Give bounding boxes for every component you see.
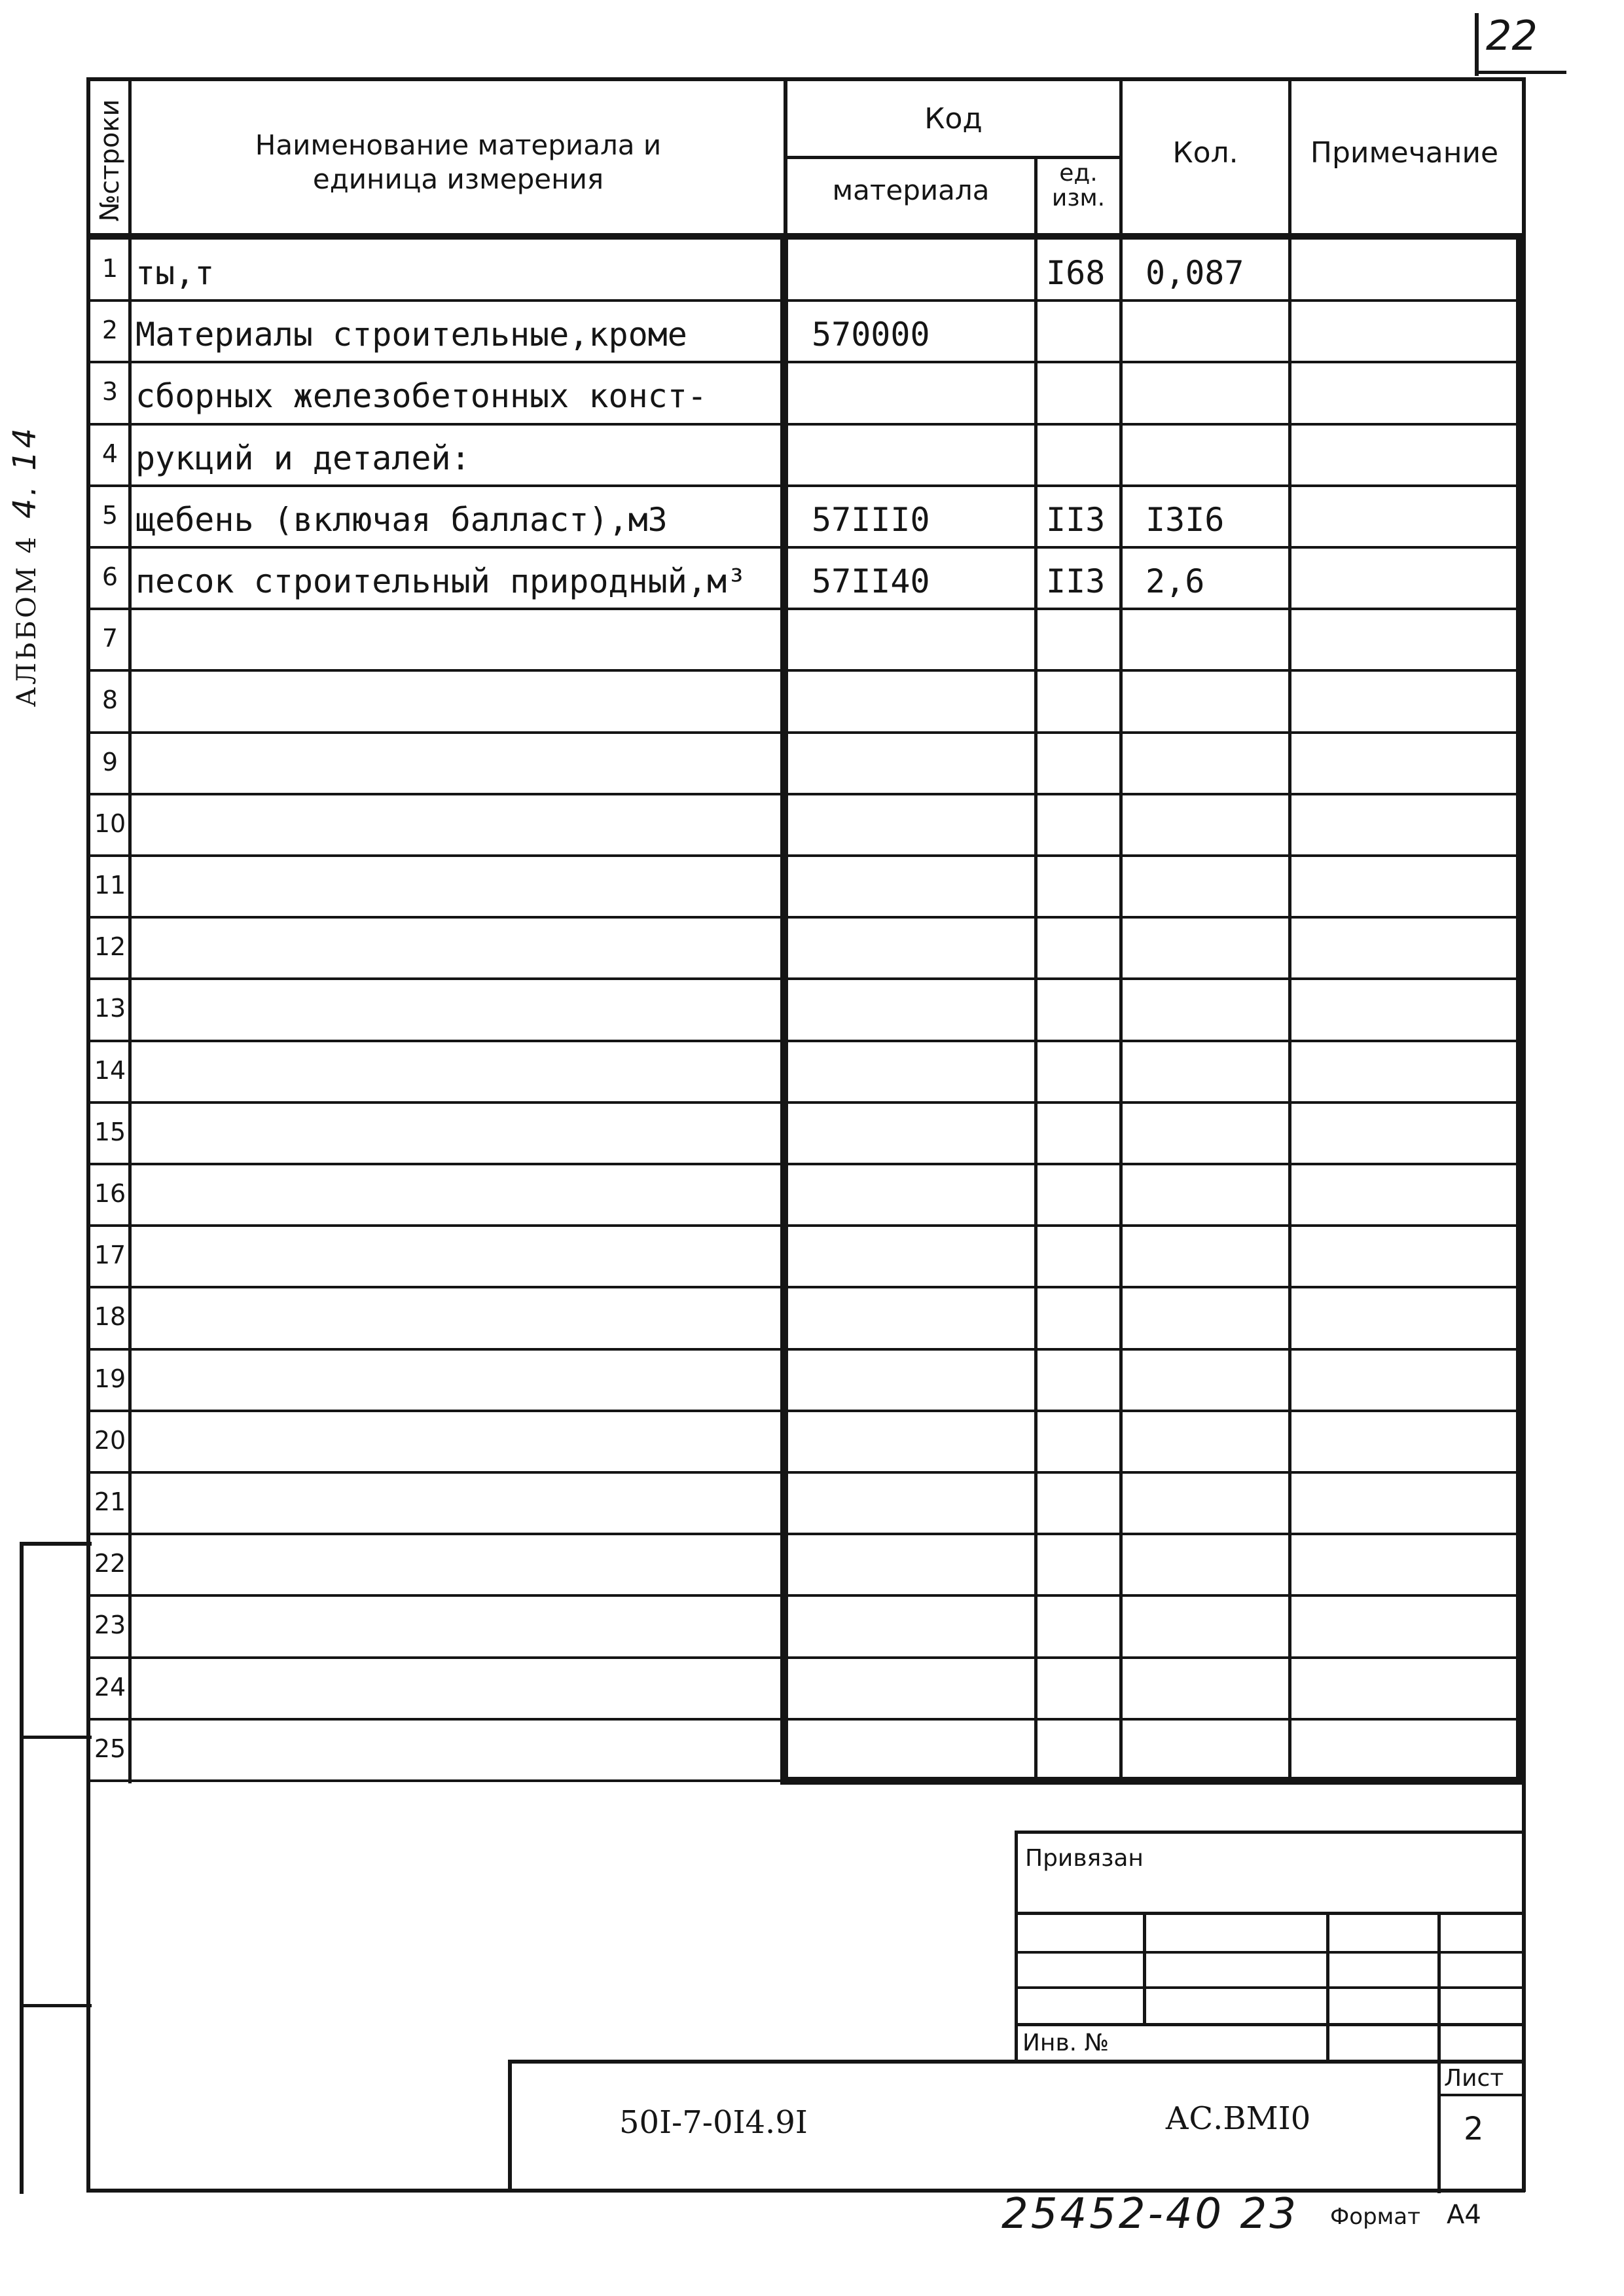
- header-row-number: №строки: [95, 99, 125, 222]
- row-line: [90, 361, 1521, 363]
- row-line: [90, 1101, 1521, 1104]
- header-note: Примечание: [1310, 136, 1499, 170]
- album-handwritten-number: 4. 14: [7, 425, 43, 519]
- material-name: рукций и деталей:: [135, 439, 471, 477]
- col-divider-code: [1034, 157, 1038, 1781]
- row-line: [90, 1163, 1521, 1165]
- frame-top: [86, 77, 1525, 81]
- row-number: 5: [101, 501, 118, 530]
- row-number: 9: [101, 748, 118, 776]
- header-code: Код: [924, 102, 983, 136]
- quantity: I3I6: [1146, 501, 1225, 539]
- material-code: 57II40: [812, 562, 930, 600]
- col-divider-qty: [1288, 81, 1291, 1783]
- header-quantity: Кол.: [1172, 136, 1238, 170]
- sheet-number-divider: [1475, 13, 1479, 76]
- row-line: [90, 916, 1521, 919]
- format-label: Формат: [1330, 2204, 1420, 2230]
- row-number: 14: [94, 1056, 126, 1085]
- row-line: [90, 299, 1521, 302]
- row-number: 1: [101, 254, 118, 283]
- title-block-col: [1437, 1912, 1441, 2193]
- material-name: щебень (включая балласт),м3: [135, 501, 668, 539]
- row-number: 4: [101, 439, 118, 468]
- row-number: 20: [94, 1426, 126, 1455]
- row-line: [90, 669, 1521, 672]
- row-number: 13: [94, 994, 126, 1023]
- header-unit-line2: изм.: [1051, 185, 1106, 211]
- album-side-label: [7, 426, 43, 707]
- material-code: 570000: [812, 316, 930, 354]
- row-line: [90, 1718, 1521, 1721]
- row-line: [90, 1040, 1521, 1042]
- row-number: 7: [101, 624, 118, 653]
- material-name: сборных железобетонных конст-: [135, 377, 707, 415]
- frame-left: [86, 77, 90, 2192]
- unit-code: I68: [1046, 254, 1106, 292]
- row-line: [90, 1656, 1521, 1659]
- row-line: [90, 546, 1521, 549]
- header-name-line1: Наименование материала и: [255, 129, 662, 161]
- row-line: [90, 1348, 1521, 1351]
- inv-number-label: Инв. №: [1022, 2030, 1110, 2056]
- row-number: 21: [94, 1487, 126, 1516]
- row-number: 10: [94, 809, 126, 838]
- row-line: [90, 793, 1521, 795]
- header-name-line2: единица измерения: [312, 163, 604, 195]
- row-line: [90, 423, 1521, 426]
- row-number: 2: [101, 316, 118, 344]
- header-bottom-line: [90, 233, 1524, 240]
- col-divider-rownum: [128, 81, 132, 1783]
- row-number: 6: [101, 562, 118, 591]
- header-code-material: материала: [832, 174, 990, 206]
- row-number: 16: [94, 1179, 126, 1208]
- row-line: [90, 854, 1521, 857]
- data-block-left: [780, 233, 788, 1785]
- handwritten-number: 25452-40 23: [1001, 2190, 1299, 2238]
- format-value: А4: [1447, 2200, 1481, 2230]
- row-number: 19: [94, 1364, 126, 1393]
- row-number: 23: [94, 1611, 126, 1639]
- doc-block-left: [508, 2060, 512, 2191]
- document-code: 50I-7-0I4.9I: [619, 2104, 808, 2141]
- row-line: [90, 1594, 1521, 1597]
- margin-stamp-divider: [24, 1736, 92, 1739]
- header-unit-line1: ед.: [1059, 160, 1098, 187]
- material-name: песок строительный природный,м³: [135, 562, 747, 600]
- quantity: 0,087: [1146, 254, 1244, 292]
- row-line: [90, 731, 1521, 734]
- material-code: 57III0: [812, 501, 930, 539]
- margin-stamp-divider: [24, 2004, 92, 2007]
- unit-code: II3: [1046, 501, 1106, 539]
- code-header-divider: [784, 156, 1121, 159]
- row-number: 25: [94, 1734, 126, 1763]
- frame-bottom: [86, 2189, 1525, 2193]
- row-number: 15: [94, 1118, 126, 1146]
- row-line: [90, 1224, 1521, 1227]
- sheet-number: 22: [1486, 12, 1538, 60]
- unit-code: II3: [1046, 562, 1106, 600]
- row-line: [90, 977, 1521, 980]
- title-block-col: [1326, 1912, 1329, 2060]
- sheet-number-underline: [1475, 71, 1566, 74]
- material-name: Материалы строительные,кроме: [135, 316, 687, 354]
- quantity: 2,6: [1146, 562, 1205, 600]
- title-block-line: [1015, 1912, 1525, 1915]
- row-line: [90, 484, 1521, 487]
- margin-stamp: [20, 1542, 92, 2194]
- row-line: [90, 1779, 1521, 1782]
- row-line: [90, 1286, 1521, 1288]
- title-block-col: [1143, 1912, 1146, 2024]
- header-code-unit: [1038, 161, 1119, 211]
- row-number: 3: [101, 377, 118, 406]
- album-label: АЛЬБОМ 4: [12, 534, 42, 707]
- document-mark: АС.ВМI0: [1165, 2100, 1311, 2137]
- row-number: 18: [94, 1302, 126, 1331]
- row-number: 24: [94, 1673, 126, 1702]
- row-number: 22: [94, 1549, 126, 1578]
- row-line: [90, 1533, 1521, 1535]
- sheet-value: 2: [1464, 2111, 1484, 2147]
- row-number: 11: [94, 871, 126, 900]
- title-block-line: [1015, 1951, 1525, 1954]
- row-number: 12: [94, 932, 126, 961]
- title-block-top: [1015, 1831, 1525, 1834]
- material-name: ты,т: [135, 254, 215, 292]
- header-name: [134, 128, 782, 196]
- row-number: 8: [101, 685, 118, 714]
- doc-block-top: [508, 2060, 1525, 2064]
- col-divider-unit: [1119, 81, 1123, 1783]
- row-line: [90, 608, 1521, 610]
- title-block-line: [1015, 1986, 1525, 1989]
- data-block-right: [1516, 233, 1524, 1785]
- title-block-line: [1015, 2023, 1525, 2026]
- bound-label: Привязан: [1025, 1845, 1144, 1872]
- row-number: 17: [94, 1241, 126, 1269]
- sheet-label: Лист: [1444, 2065, 1504, 2092]
- row-line: [90, 1471, 1521, 1474]
- sheet-label-divider: [1437, 2094, 1525, 2096]
- row-line: [90, 1410, 1521, 1412]
